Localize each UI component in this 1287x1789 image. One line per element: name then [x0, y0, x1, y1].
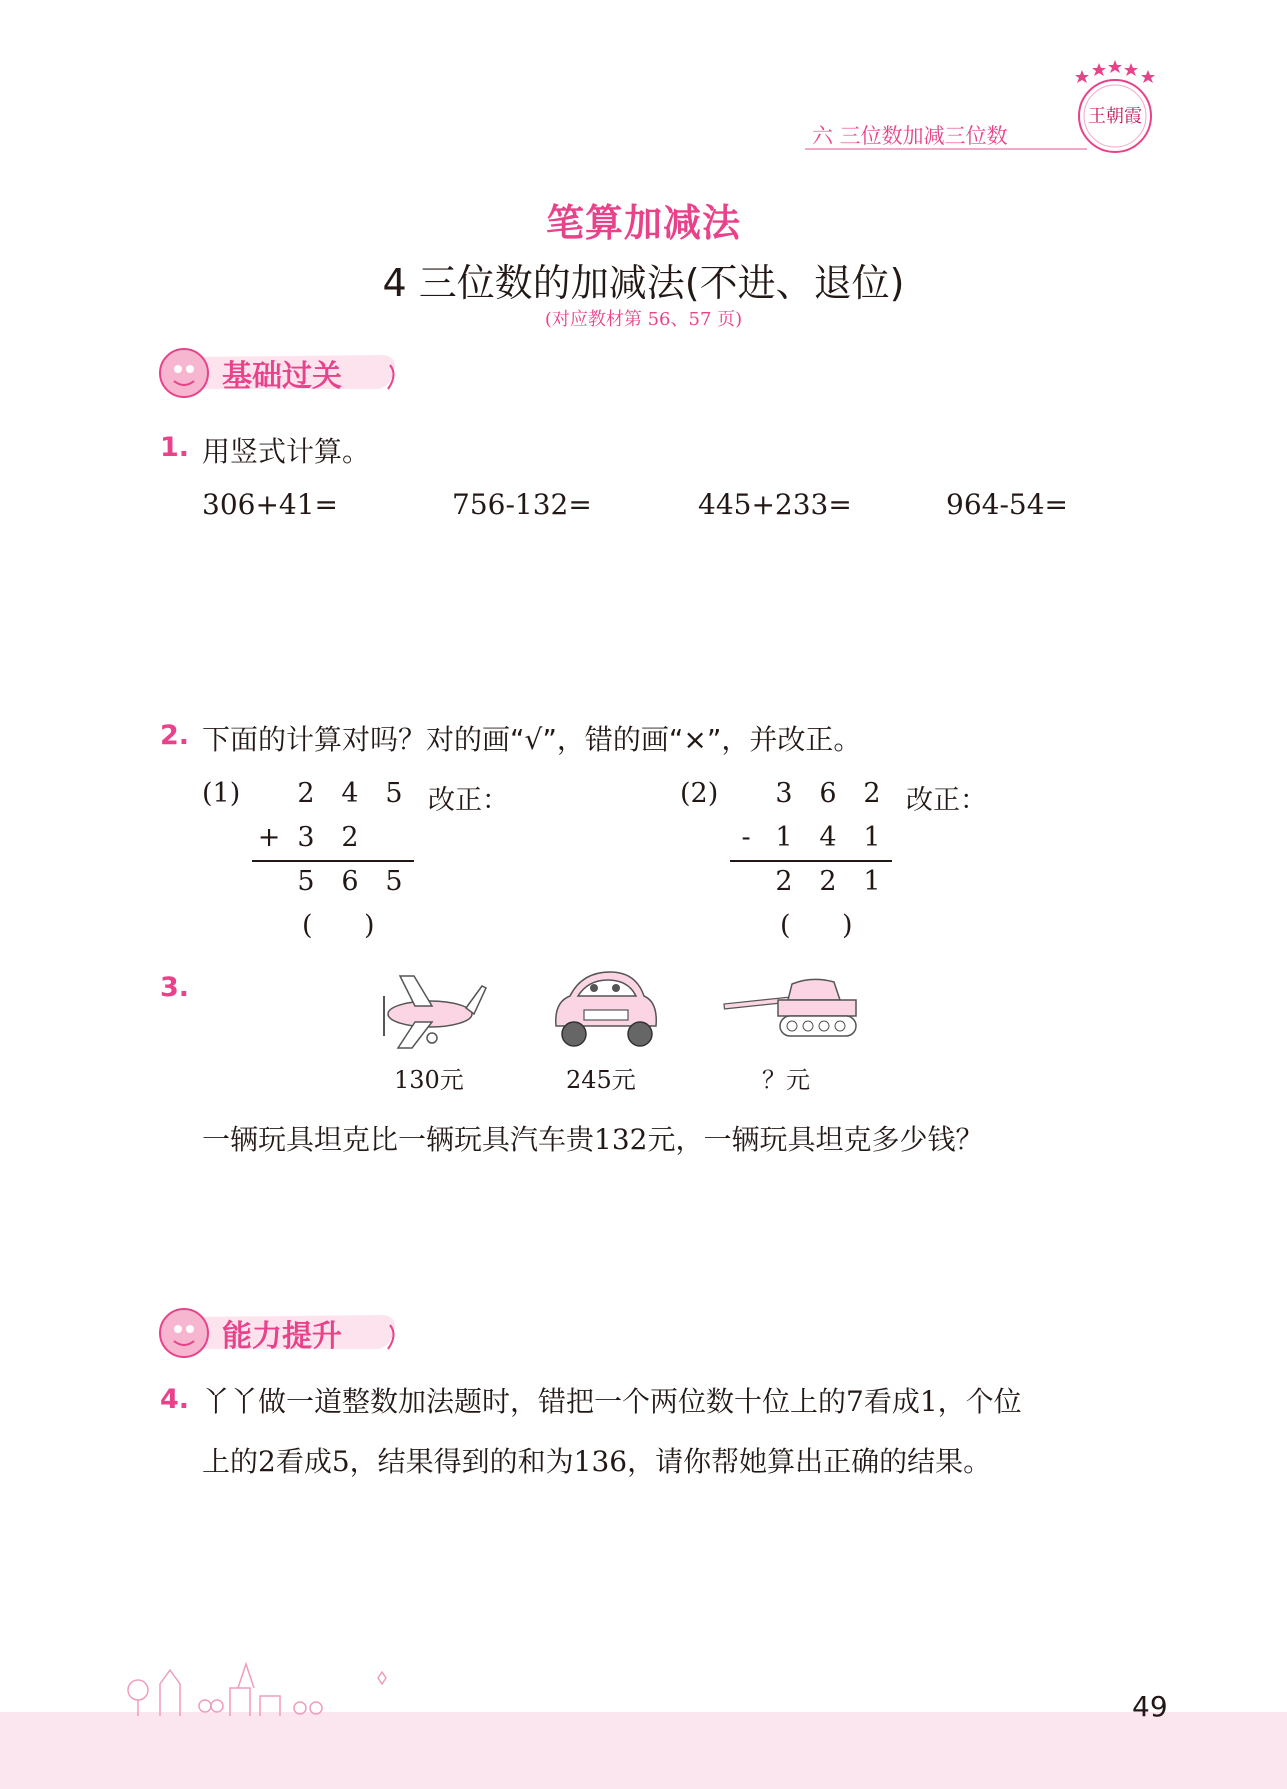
digit: 4 [819, 822, 837, 853]
chapter-label: 六 三位数加减三位数 [812, 124, 1008, 148]
digit: 2 [297, 778, 315, 809]
digit: 6 [341, 866, 359, 897]
digit: 2 [819, 866, 837, 897]
digit: 1 [863, 866, 881, 897]
question-text-line-2: 上的2看成5，结果得到的和为136，请你帮她算出正确的结果。 [202, 1445, 992, 1478]
brand-logo-icon [1072, 60, 1158, 156]
question-text: 下面的计算对吗？对的画“√”，错的画“×”，并改正。 [202, 723, 862, 756]
toy-price: ？元 [762, 1066, 810, 1094]
section-banner-advanced [158, 1305, 408, 1361]
equation-3: 445+233= [698, 488, 852, 521]
vertical-result-row [284, 866, 424, 897]
sub-question-label: (1) [202, 778, 241, 809]
equation-4: 964-54= [946, 488, 1068, 521]
lesson-title: 4 三位数的加减法(不进、退位) [382, 261, 905, 305]
question-number: 3. [160, 972, 190, 1003]
answer-parentheses[interactable]: ( ) [302, 910, 375, 941]
digit: 3 [297, 822, 315, 853]
answer-parentheses[interactable]: ( ) [780, 910, 853, 941]
operator: - [741, 822, 751, 853]
toy-price: 130元 [394, 1066, 464, 1094]
vertical-bottom-row [730, 822, 910, 853]
vertical-bottom-row [254, 822, 434, 853]
question-text-line-1: 丫丫做一道整数加法题时，错把一个两位数十位上的7看成1，个位 [202, 1385, 1022, 1418]
digit: 6 [819, 778, 837, 809]
section-banner-basic [158, 345, 408, 401]
difference-rule [730, 860, 892, 862]
sub-question-label: (2) [680, 778, 719, 809]
footer-band [0, 1712, 1287, 1789]
operator: + [257, 822, 281, 853]
correction-label: 改正： [906, 785, 987, 816]
sum-rule [252, 860, 414, 862]
page-title: 笔算加减法 [545, 201, 741, 245]
question-text: 一辆玩具坦克比一辆玩具汽车贵132元，一辆玩具坦克多少钱？ [202, 1123, 984, 1156]
correction-label: 改正： [428, 785, 509, 816]
digit: 4 [341, 778, 359, 809]
chapter-underline [805, 148, 1087, 150]
digit: 5 [297, 866, 315, 897]
airplane-icon [370, 968, 490, 1053]
textbook-reference: (对应教材第 56、57 页) [544, 309, 743, 330]
castle-decoration-icon [120, 1648, 420, 1718]
digit: 1 [863, 822, 881, 853]
digit: 2 [775, 866, 793, 897]
logo-text: 王朝霞 [1088, 106, 1142, 127]
question-number: 4. [160, 1384, 190, 1415]
section-title: 能力提升 [222, 1319, 342, 1354]
digit: 3 [775, 778, 793, 809]
vertical-top-row [284, 778, 424, 809]
digit: 5 [385, 778, 403, 809]
section-title: 基础过关 [222, 359, 342, 394]
vertical-top-row [762, 778, 902, 809]
equation-2: 756-132= [452, 488, 592, 521]
digit: 5 [385, 866, 403, 897]
toy-price: 245元 [566, 1066, 636, 1094]
equation-1: 306+41= [202, 488, 338, 521]
page-number: 49 [1132, 1690, 1168, 1723]
question-number: 1. [160, 432, 190, 463]
question-text: 用竖式计算。 [202, 435, 371, 468]
digit: 2 [863, 778, 881, 809]
car-icon [548, 966, 662, 1054]
question-number: 2. [160, 720, 190, 751]
tank-icon [722, 972, 862, 1042]
vertical-result-row [762, 866, 902, 897]
digit: 2 [341, 822, 359, 853]
digit: 1 [775, 822, 793, 853]
